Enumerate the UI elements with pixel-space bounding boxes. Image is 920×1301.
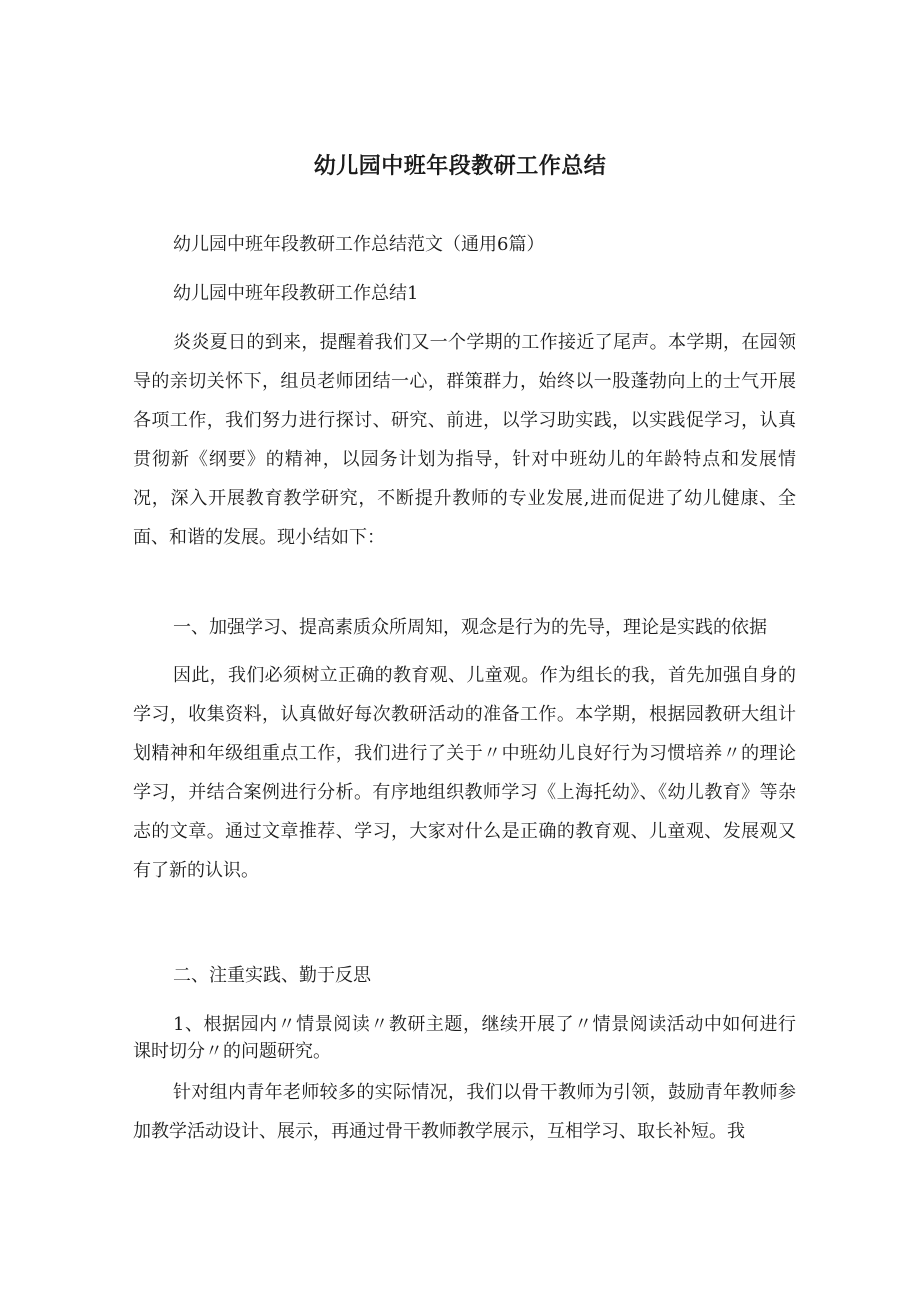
paragraph-intro: 炎炎夏日的到来，提醒着我们又一个学期的工作接近了尾声。本学期，在园领导的亲切关怀下，组员老师团结一心，群策群力，始终以一股蓬勃向上的士气开展各项工作，我们努力进行探讨、研究、前进，以学习助实践，以实践促学习，认真贯彻新《纲要》的精神，以园务计划为指导，针对中班幼儿的年龄特点和发展情况，深入开展教育教学研究，不断提升教师的专业发展,进而促进了幼儿健康、全面、和谐的发展。现小结如下： xyxy=(133,332,796,548)
document-subtitle: 幼儿园中班年段教研工作总结范文（通用6篇） xyxy=(173,234,545,255)
document-title: 幼儿园中班年段教研工作总结 xyxy=(313,154,607,179)
paragraph-study: 因此，我们必须树立正确的教育观、儿童观。作为组长的我，首先加强自身的学习，收集资料，认真做好每次教研活动的准备工作。本学期，根据园教研大组计划精神和年级组重点工作，我们进行了关于〃中班幼儿良好行为习惯培养〃的理论学习，并结合案例进行分析。有序地组织教师学习《上海托幼》、《幼儿教育》等杂志的文章。通过文章推荐、学习，大家对什么是正确的教育观、儿童观、发展观又有了新的认识。 xyxy=(133,665,796,881)
paragraph-heading-one: 一、加强学习、提高素质众所周知，观念是行为的先导，理论是实践的依据 xyxy=(173,617,767,638)
paragraph-practice: 针对组内青年老师较多的实际情况，我们以骨干教师为引领，鼓励青年教师参加教学活动设计、展示，再通过骨干教师教学展示，互相学习、取长补短。我 xyxy=(133,1082,796,1142)
paragraph-heading-two: 二、注重实践、勤于反思 xyxy=(173,965,371,986)
paragraph-item-one: 1、根据园内〃情景阅读〃教研主题，继续开展了〃情景阅读活动中如何进行课时切分〃的问题研究。 xyxy=(133,1014,796,1062)
section-heading: 幼儿园中班年段教研工作总结1 xyxy=(173,283,419,304)
